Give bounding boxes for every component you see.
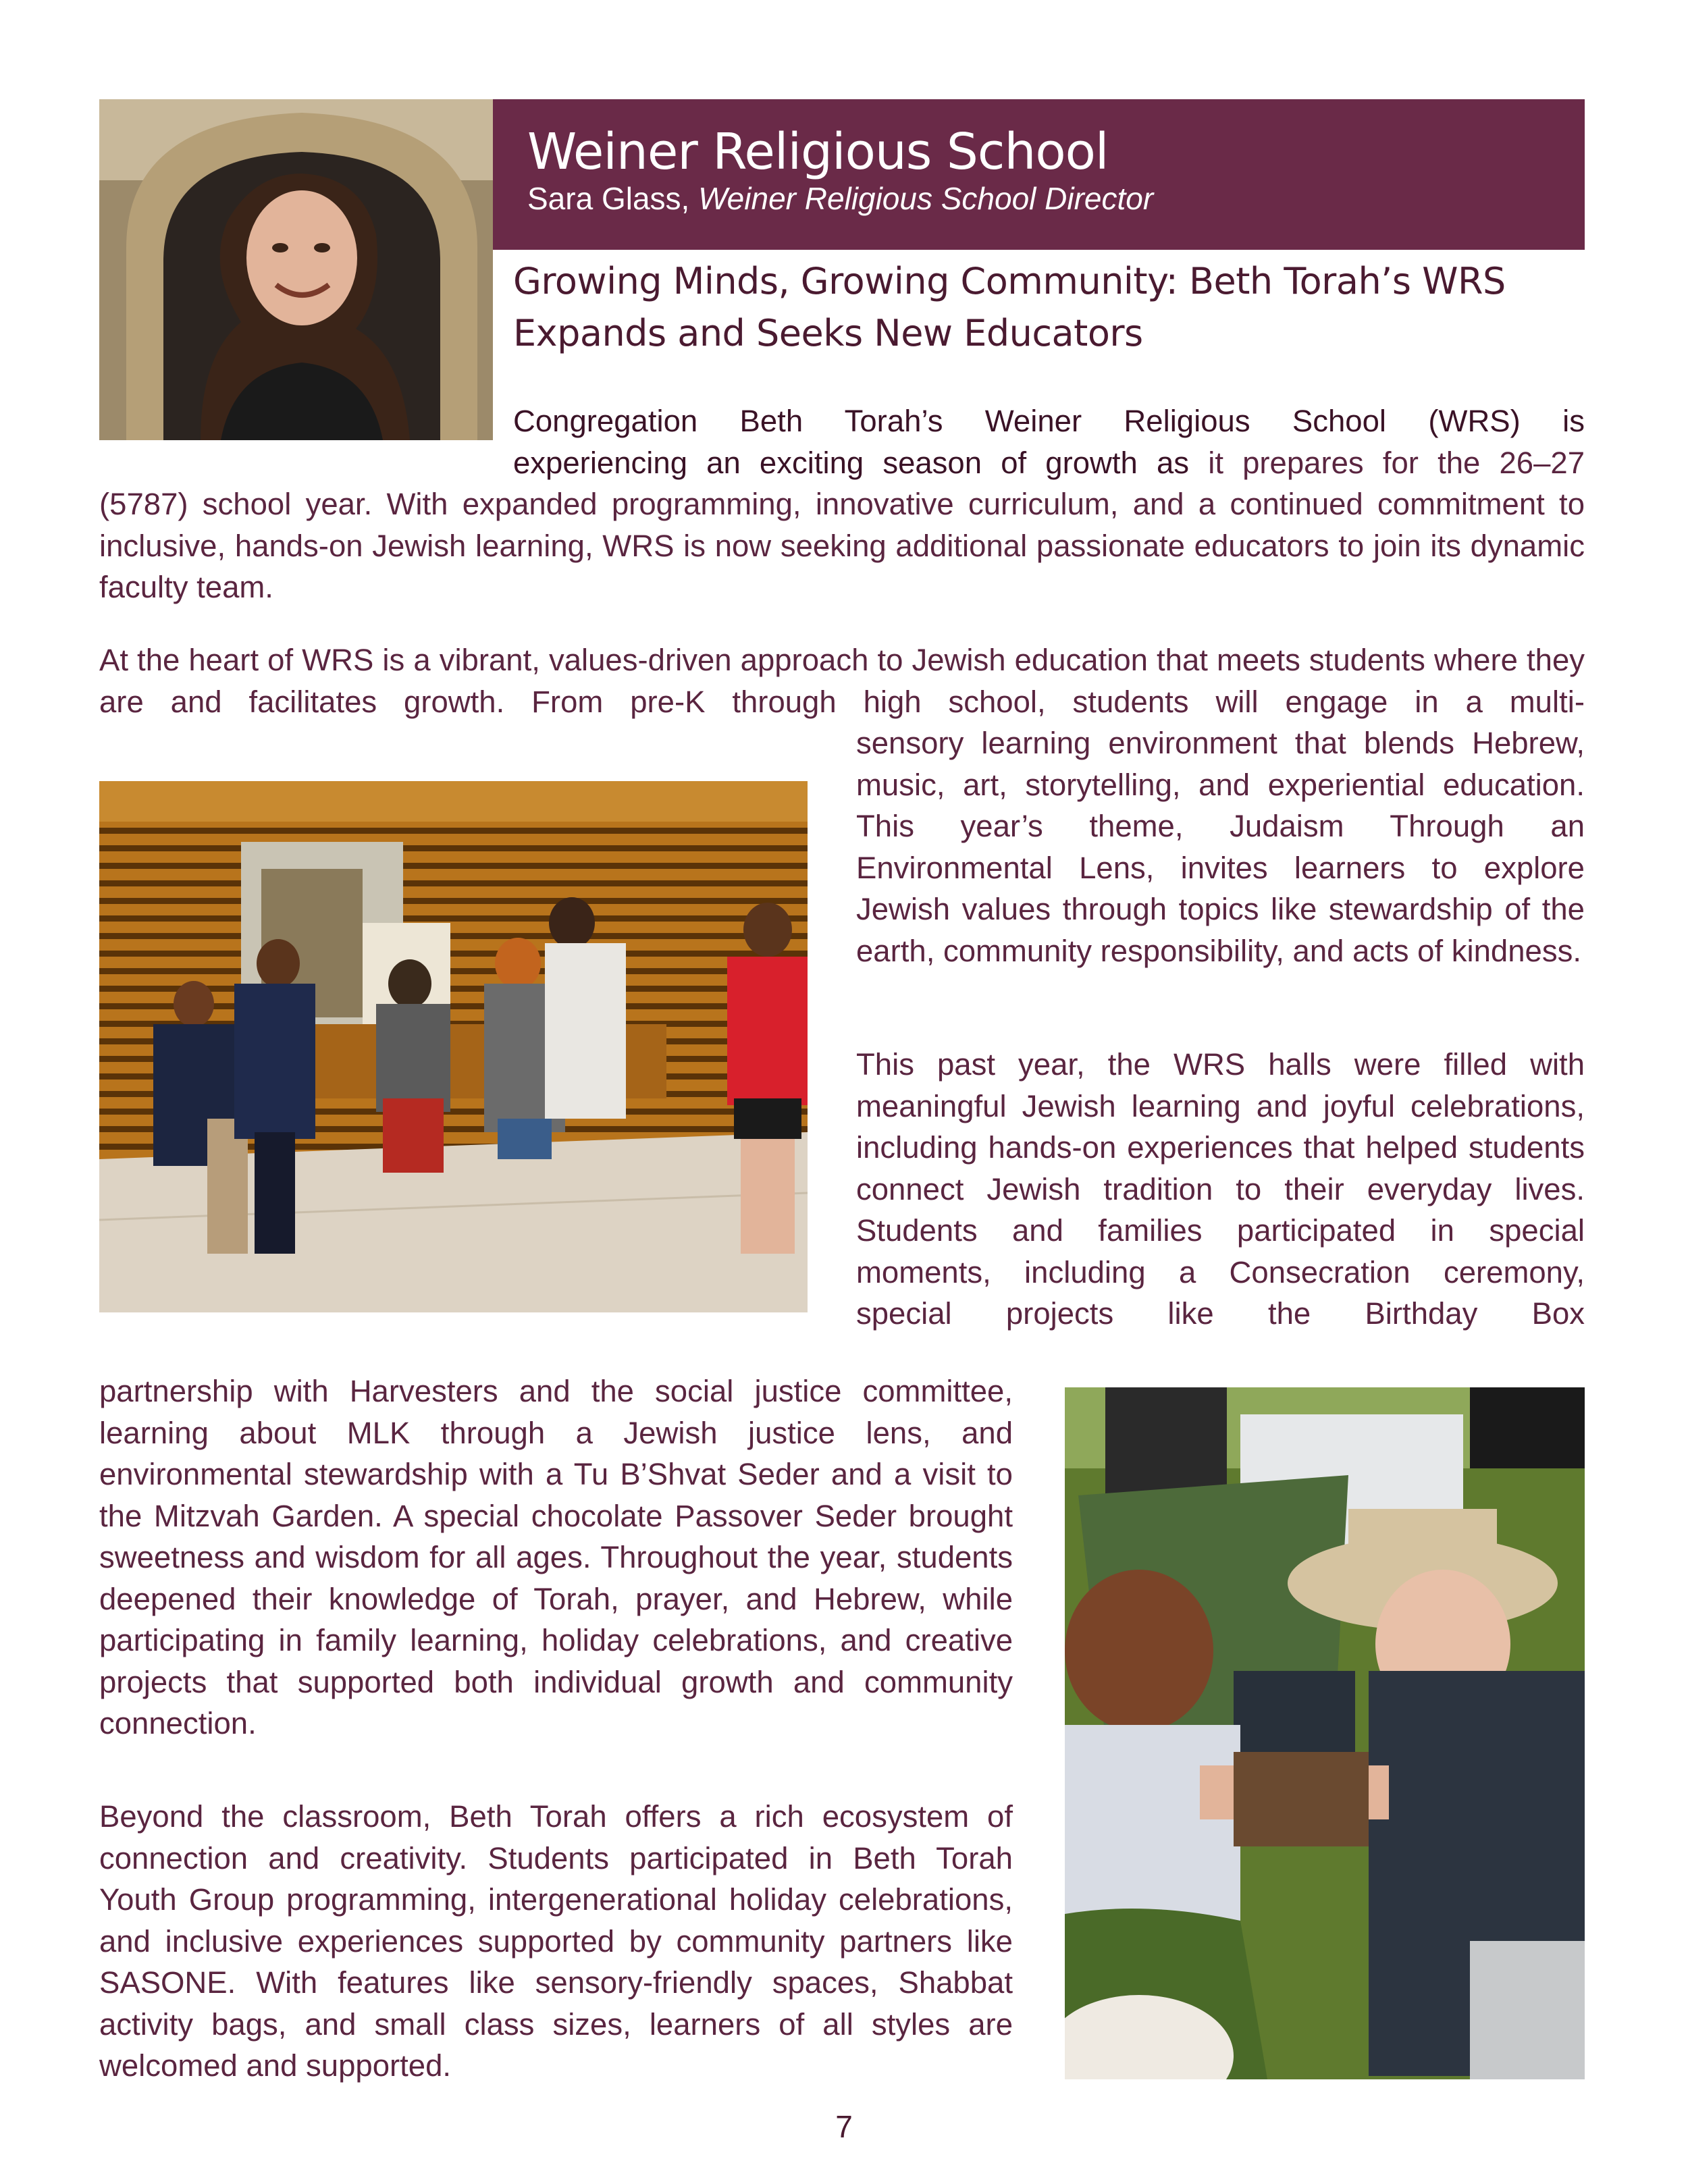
author-name: Sara Glass, <box>527 181 690 216</box>
article-title-line-1: Growing Minds, Growing Community: Beth Torah’s WRS <box>513 260 1506 302</box>
header-banner <box>493 99 1585 250</box>
article-title-line-2: Expands and Seeks New Educators <box>513 312 1143 354</box>
paragraph-1-line-2 <box>513 442 1585 484</box>
paragraph-1-line-1: Congregation Beth Torah’s Weiner Religious School (WRS) is <box>513 404 1585 438</box>
author-role: Weiner Religious School Director <box>698 181 1154 216</box>
paragraph-1-continuation: it prepares for the 26–27 <box>1189 446 1585 480</box>
article-title <box>513 255 1566 359</box>
page-number: 7 <box>835 2109 853 2144</box>
paragraph-3-lead: This past year, the WRS halls were filled with meaningful Jewish learning and joyful celebrations, including hands-on experiences that helped students connect Jewish tradition to their everyday lives. Students and families participated in special moments, including a Consecration ceremony, special projects like the Birthday Box <box>856 1047 1585 1331</box>
paragraph-2-body: sensory learning environment that blends Hebrew, music, art, storytelling, and experiential education. This year’s theme, Judaism Through an Environmental Lens, invites learners to explore Jewish values through topics like stewardship of the earth, community responsibility, and acts of kindness. <box>856 726 1585 968</box>
paragraph-3-body: partnership with Harvesters and the social justice committee, learning about MLK through a Jewish justice lens, and environmental stewardship with a Tu B’Shvat Seder and a visit to the Mitzvah Garden. A special chocolate Passover Seder brought sweetness and wisdom for all ages. Throughout the year, students deepened their knowledge of Torah, prayer, and Hebrew, while participating in family learning, holiday celebrations, and creative projects that supported both individual growth and community connection. <box>99 1374 1013 1740</box>
school-name-heading: Weiner Religious School <box>527 123 1109 181</box>
paragraph-4: Beyond the classroom, Beth Torah offers a rich ecosystem of connection and creativity. Students participated in Beth Torah Youth Group programming, intergenerational holiday celebrations, and inclusive experiences supported by community partners like SASONE. With features like sensory-friendly spaces, Shabbat activity bags, and small class sizes, learners of all styles are welcomed and supported. <box>99 1799 1013 2083</box>
director-portrait-photo <box>99 99 493 440</box>
students-garden-photo <box>1065 1387 1585 2079</box>
paragraph-2-lead: At the heart of WRS is a vibrant, values-driven approach to Jewish education that meets students where they are and facilitates growth. From pre-K through high school, students will engage in a multi- <box>99 643 1585 719</box>
author-byline <box>527 180 1153 217</box>
paragraph-1-lead: experiencing an exciting season of growth as <box>513 446 1190 480</box>
paragraph-1-body: (5787) school year. With expanded programming, innovative curriculum, and a continued commitment to inclusive, hands-on Jewish learning, WRS is now seeking additional passionate educators to join its dynamic faculty team. <box>99 487 1585 604</box>
students-sanctuary-photo <box>99 781 808 1312</box>
